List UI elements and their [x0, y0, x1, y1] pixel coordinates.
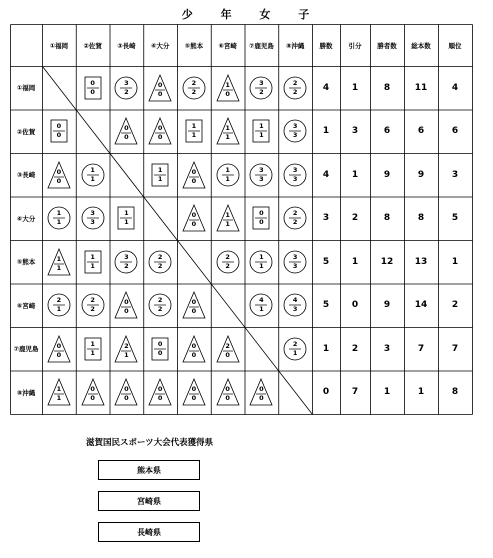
score-bottom: 0	[259, 218, 264, 227]
win-circle-icon	[283, 248, 307, 276]
score-top: 0	[56, 167, 62, 176]
score-bottom: 2	[292, 218, 298, 227]
score-bottom: 3	[259, 174, 264, 183]
col-header-team: ③長崎	[117, 41, 136, 50]
stat-cell: 7	[451, 343, 459, 354]
col-header-team: ⑥宮崎	[218, 41, 237, 50]
score-top: 3	[124, 252, 129, 261]
score-top: 0	[157, 124, 163, 133]
score-bottom: 0	[259, 394, 264, 403]
score-bottom: 0	[191, 307, 197, 316]
stat-cell: 4	[451, 82, 459, 93]
loss-triangle-icon	[148, 74, 172, 102]
score-bottom: 0	[157, 348, 163, 357]
score-bottom: 0	[225, 350, 230, 359]
score-bottom: 0	[56, 131, 62, 140]
win-circle-icon	[216, 161, 240, 189]
row-header-team: ①福岡	[16, 84, 36, 93]
score-top: 1	[56, 385, 62, 394]
score-bottom: 2	[292, 87, 298, 96]
score-top: 2	[292, 78, 298, 87]
score-bottom: 0	[56, 176, 62, 185]
stat-cell: 0	[351, 300, 359, 311]
win-circle-icon	[114, 74, 138, 102]
score-bottom: 0	[191, 176, 197, 185]
score-bottom: 3	[292, 174, 298, 183]
win-circle-icon	[47, 291, 71, 319]
results-table	[10, 24, 484, 414]
win-circle-icon	[283, 117, 307, 145]
win-circle-icon	[81, 291, 105, 319]
draw-square-icon	[148, 335, 172, 363]
win-circle-icon	[148, 291, 172, 319]
score-bottom: 0	[56, 350, 62, 359]
score-bottom: 3	[292, 131, 298, 140]
col-header-stat: 順位	[448, 41, 462, 50]
stat-cell: 5	[322, 256, 330, 267]
score-top: 4	[292, 296, 298, 305]
score-top: 0	[225, 385, 230, 394]
score-top: 1	[124, 209, 129, 218]
title-char: 年	[220, 8, 234, 21]
score-top: 0	[90, 78, 95, 87]
score-bottom: 1	[124, 350, 129, 359]
win-circle-icon	[249, 161, 273, 189]
score-bottom: 2	[90, 305, 95, 314]
score-bottom: 1	[56, 218, 62, 227]
win-circle-icon	[283, 161, 307, 189]
score-bottom: 1	[157, 174, 163, 183]
page-title	[0, 6, 493, 22]
score-bottom: 0	[124, 133, 129, 142]
score-top: 1	[259, 252, 264, 261]
score-top: 2	[225, 252, 230, 261]
col-header-team: ④大分	[150, 41, 170, 50]
title-char: 子	[298, 8, 312, 21]
score-top: 2	[292, 209, 298, 218]
score-top: 1	[191, 122, 197, 131]
stat-cell: 8	[383, 213, 391, 224]
score-top: 0	[124, 298, 129, 307]
stat-cell: 2	[451, 300, 459, 311]
score-top: 4	[259, 296, 264, 305]
score-bottom: 0	[225, 89, 230, 98]
score-top: 0	[56, 341, 62, 350]
stat-cell: 5	[322, 300, 330, 311]
stat-cell: 3	[351, 126, 359, 137]
loss-triangle-icon	[216, 74, 240, 102]
score-top: 0	[259, 209, 264, 218]
win-circle-icon	[81, 161, 105, 189]
loss-triangle-icon	[182, 204, 206, 232]
row-header-team: ⑦鹿児島	[13, 345, 39, 354]
loss-triangle-icon	[182, 161, 206, 189]
score-top: 1	[259, 122, 264, 131]
score-bottom: 1	[90, 261, 95, 270]
loss-triangle-icon	[216, 117, 240, 145]
win-circle-icon	[283, 291, 307, 319]
loss-triangle-icon	[114, 291, 138, 319]
stat-cell: 8	[451, 387, 459, 398]
score-bottom: 0	[124, 307, 129, 316]
row-header-team: ④大分	[16, 214, 36, 223]
win-circle-icon	[283, 335, 307, 363]
score-bottom: 2	[124, 261, 129, 270]
score-bottom: 0	[90, 394, 95, 403]
col-header-team: ②佐賀	[83, 41, 102, 50]
win-circle-icon	[114, 248, 138, 276]
loss-triangle-icon	[182, 335, 206, 363]
score-bottom: 0	[191, 394, 197, 403]
stat-cell: 11	[414, 82, 428, 93]
stat-cell: 6	[383, 126, 391, 137]
score-top: 2	[56, 296, 62, 305]
score-bottom: 3	[90, 218, 95, 227]
score-top: 2	[292, 339, 298, 348]
loss-triangle-icon	[114, 378, 138, 406]
score-top: 3	[259, 165, 264, 174]
draw-square-icon	[81, 74, 105, 102]
score-top: 2	[191, 78, 197, 87]
loss-triangle-icon	[249, 378, 273, 406]
win-circle-icon	[148, 248, 172, 276]
score-top: 2	[225, 341, 230, 350]
stat-cell: 0	[322, 387, 330, 398]
score-top: 2	[157, 296, 163, 305]
stat-cell: 7	[417, 343, 425, 354]
draw-square-icon	[148, 161, 172, 189]
score-bottom: 1	[259, 261, 264, 270]
draw-square-icon	[249, 204, 273, 232]
col-header-team: ⑤熊本	[184, 41, 204, 50]
score-top: 1	[225, 80, 230, 89]
representative-box-1: 熊本県	[98, 460, 200, 480]
win-circle-icon	[283, 204, 307, 232]
score-bottom: 2	[157, 261, 163, 270]
loss-triangle-icon	[47, 161, 71, 189]
score-bottom: 1	[225, 133, 230, 142]
score-top: 0	[191, 385, 197, 394]
score-bottom: 0	[157, 133, 163, 142]
stat-cell: 1	[417, 387, 425, 398]
stat-cell: 12	[380, 256, 394, 267]
stat-cell: 5	[451, 213, 459, 224]
draw-square-icon	[114, 204, 138, 232]
stat-cell: 4	[322, 82, 330, 93]
loss-triangle-icon	[47, 335, 71, 363]
draw-square-icon	[81, 335, 105, 363]
score-bottom: 0	[124, 394, 129, 403]
stat-cell: 1	[351, 256, 359, 267]
score-bottom: 3	[292, 305, 298, 314]
stat-cell: 2	[351, 343, 359, 354]
score-top: 3	[292, 165, 298, 174]
loss-triangle-icon	[47, 378, 71, 406]
score-top: 1	[56, 254, 62, 263]
score-bottom: 0	[225, 394, 230, 403]
score-top: 1	[225, 165, 230, 174]
win-circle-icon	[47, 204, 71, 232]
score-top: 0	[124, 385, 129, 394]
col-header-stat: 勝者数	[377, 41, 397, 50]
score-bottom: 1	[56, 263, 62, 272]
score-bottom: 2	[157, 305, 163, 314]
score-top: 3	[90, 209, 95, 218]
stat-cell: 8	[383, 82, 391, 93]
loss-triangle-icon	[182, 378, 206, 406]
score-top: 0	[191, 298, 197, 307]
score-top: 3	[259, 78, 264, 87]
win-circle-icon	[216, 248, 240, 276]
score-bottom: 1	[56, 305, 62, 314]
score-top: 2	[124, 341, 129, 350]
score-bottom: 2	[225, 261, 230, 270]
stat-cell: 9	[383, 169, 391, 180]
score-top: 0	[191, 211, 197, 220]
loss-triangle-icon	[81, 378, 105, 406]
loss-triangle-icon	[148, 378, 172, 406]
win-circle-icon	[249, 248, 273, 276]
draw-square-icon	[47, 117, 71, 145]
score-top: 1	[157, 165, 163, 174]
row-header-team: ②佐賀	[16, 127, 36, 136]
score-bottom: 1	[90, 348, 95, 357]
draw-square-icon	[182, 117, 206, 145]
draw-square-icon	[81, 248, 105, 276]
score-bottom: 1	[292, 348, 298, 357]
score-bottom: 1	[225, 174, 230, 183]
title-char: 女	[259, 8, 273, 21]
stat-cell: 1	[351, 82, 359, 93]
loss-triangle-icon	[114, 335, 138, 363]
row-header-team: ⑤熊本	[16, 258, 36, 267]
loss-triangle-icon	[216, 204, 240, 232]
stat-cell: 3	[383, 343, 391, 354]
stat-cell: 14	[414, 300, 428, 311]
score-top: 0	[90, 385, 95, 394]
score-top: 3	[292, 122, 298, 131]
col-header-stat: 勝数	[319, 41, 333, 50]
stat-cell: 7	[351, 387, 359, 398]
col-header-stat: 総本数	[411, 41, 431, 50]
stat-cell: 1	[322, 343, 330, 354]
stat-cell: 13	[414, 256, 428, 267]
representative-box-3: 長崎県	[98, 522, 200, 542]
stat-cell: 1	[383, 387, 391, 398]
stat-cell: 8	[417, 213, 425, 224]
score-top: 1	[90, 165, 95, 174]
col-header-team: ⑧沖縄	[285, 41, 305, 50]
score-bottom: 3	[292, 261, 298, 270]
col-header-team: ①福岡	[49, 41, 69, 50]
stat-cell: 1	[451, 256, 459, 267]
score-top: 2	[157, 252, 163, 261]
score-bottom: 2	[259, 87, 264, 96]
stat-cell: 3	[451, 169, 459, 180]
score-top: 0	[157, 385, 163, 394]
win-circle-icon	[283, 74, 307, 102]
representative-box-2: 宮崎県	[98, 491, 200, 511]
row-header-team: ⑧沖縄	[16, 388, 36, 397]
loss-triangle-icon	[114, 117, 138, 145]
score-bottom: 2	[124, 87, 129, 96]
score-bottom: 1	[259, 305, 264, 314]
score-bottom: 0	[191, 220, 197, 229]
score-bottom: 1	[259, 131, 264, 140]
score-top: 0	[191, 167, 197, 176]
stat-cell: 6	[451, 126, 459, 137]
loss-triangle-icon	[148, 117, 172, 145]
score-bottom: 1	[225, 220, 230, 229]
stat-cell: 2	[351, 213, 359, 224]
score-top: 1	[90, 252, 95, 261]
stat-cell: 1	[351, 169, 359, 180]
draw-square-icon	[249, 117, 273, 145]
score-bottom: 1	[90, 174, 95, 183]
score-bottom: 0	[157, 394, 163, 403]
stat-cell: 9	[417, 169, 425, 180]
win-circle-icon	[249, 74, 273, 102]
score-top: 3	[292, 252, 298, 261]
loss-triangle-icon	[47, 248, 71, 276]
score-top: 1	[90, 339, 95, 348]
stat-cell: 6	[417, 126, 425, 137]
score-top: 1	[56, 209, 62, 218]
loss-triangle-icon	[216, 335, 240, 363]
score-bottom: 0	[90, 87, 95, 96]
score-bottom: 1	[191, 131, 197, 140]
score-top: 1	[225, 124, 230, 133]
score-top: 1	[225, 211, 230, 220]
score-top: 0	[157, 339, 163, 348]
win-circle-icon	[182, 74, 206, 102]
score-top: 2	[90, 296, 95, 305]
win-circle-icon	[81, 204, 105, 232]
score-bottom: 2	[191, 87, 197, 96]
row-header-team: ③長崎	[16, 171, 36, 180]
stat-cell: 3	[322, 213, 330, 224]
stat-cell: 1	[322, 126, 330, 137]
stat-cell: 9	[383, 300, 391, 311]
score-top: 0	[191, 341, 197, 350]
score-top: 3	[124, 78, 129, 87]
col-header-stat: 引分	[348, 41, 362, 50]
row-header-team: ⑥宮崎	[16, 301, 36, 310]
loss-triangle-icon	[182, 291, 206, 319]
title-char: 少	[181, 8, 195, 21]
stat-cell: 4	[322, 169, 330, 180]
loss-triangle-icon	[216, 378, 240, 406]
score-top: 0	[124, 124, 129, 133]
score-top: 0	[157, 80, 163, 89]
win-circle-icon	[249, 291, 273, 319]
col-header-team: ⑦鹿児島	[248, 41, 274, 50]
representative-title: 滋賀国民スポーツ大会代表獲得県	[86, 438, 214, 448]
score-bottom: 0	[157, 89, 163, 98]
score-top: 0	[259, 385, 264, 394]
score-bottom: 1	[124, 218, 129, 227]
score-bottom: 1	[56, 394, 62, 403]
score-bottom: 0	[191, 350, 197, 359]
score-top: 0	[56, 122, 62, 131]
